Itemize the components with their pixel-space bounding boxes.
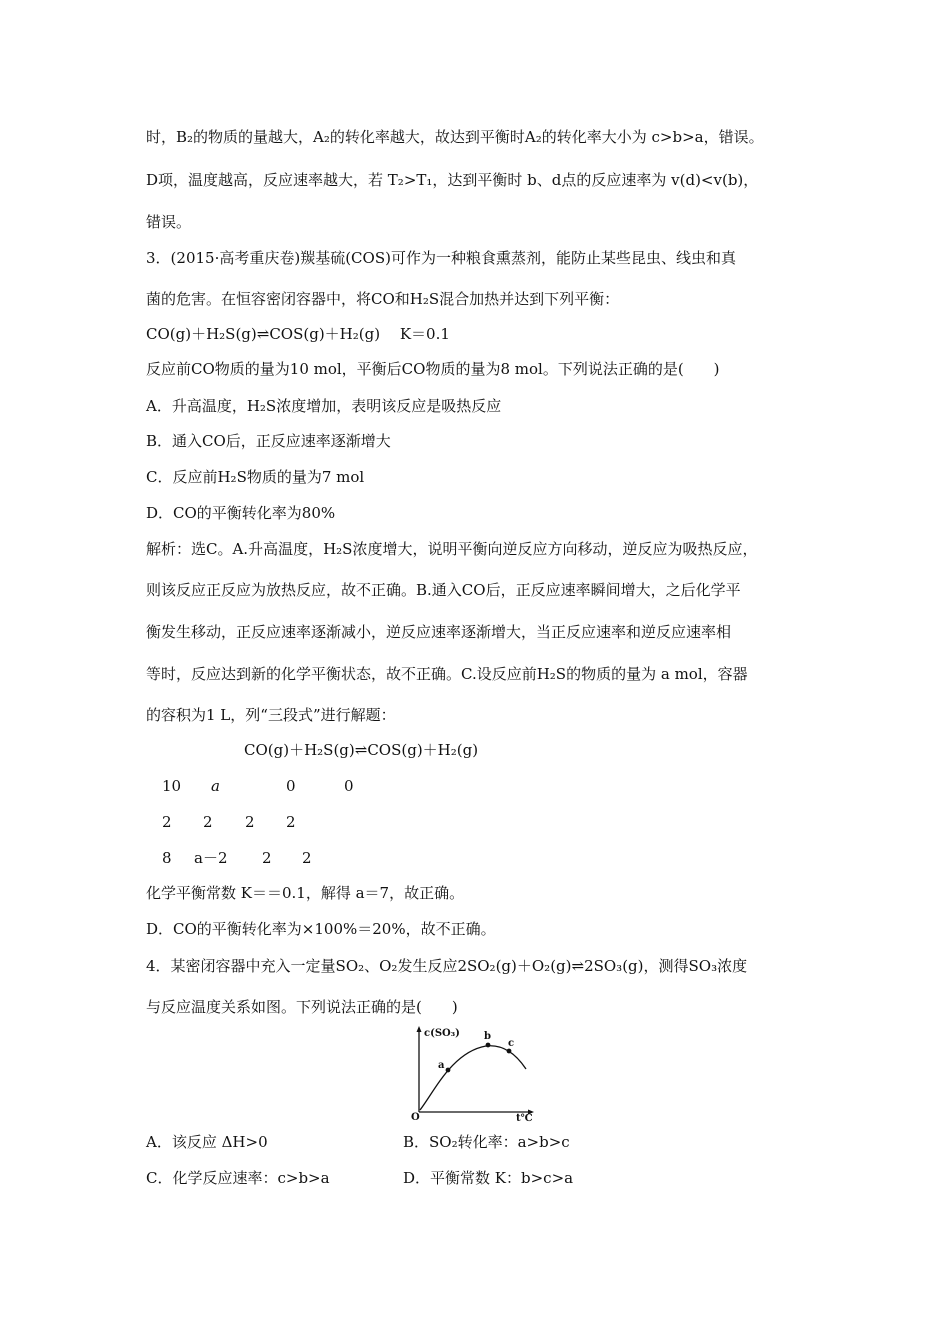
text-line: 与反应温度关系如图。下列说法正确的是( ): [146, 998, 458, 1016]
answer-option-a: A．该反应 ΔH>0: [146, 1133, 268, 1151]
analysis-line: 则该反应正反应为放热反应，故不正确。B.通入CO后，正反应速率瞬间增大，之后化学平: [146, 581, 741, 599]
figure-svg: [408, 1022, 538, 1122]
three-stage-equation: CO(g)＋H₂S(g)⇌COS(g)＋H₂(g): [244, 741, 479, 759]
question-4-stem: 4．某密闭容器中充入一定量SO₂、O₂发生反应2SO₂(g)＋O₂(g)⇌2SO₃(g)，测得SO₃浓度: [146, 957, 748, 975]
point-a-label: a: [438, 1060, 445, 1071]
concentration-temperature-figure: [408, 1022, 538, 1122]
y-axis-arrow: [417, 1026, 422, 1032]
text-line: D．CO的平衡转化率为×100%＝20%，故不正确。: [146, 920, 496, 938]
text-line: D项，温度越高，反应速率越大，若 T₂>T₁，达到平衡时 b、d点的反应速率为 v(d)<v(b)，: [146, 171, 759, 189]
analysis-line: 衡发生移动，正反应速率逐渐减小，逆反应速率逐渐增大，当正反应速率和逆反应速率相: [146, 623, 732, 641]
option-b: B．通入CO后，正反应速率逐渐增大: [146, 432, 391, 450]
analysis-line: 等时，反应达到新的化学平衡状态，故不正确。C.设反应前H₂S的物质的量为 a mol，容器: [146, 665, 748, 683]
point-b-label: b: [484, 1031, 491, 1042]
option-d: D．CO的平衡转化率为80%: [146, 504, 336, 522]
text-line: 反应前CO物质的量为10 mol，平衡后CO物质的量为8 mol。下列说法正确的是( ): [146, 360, 720, 378]
answer-option-b: B．SO₂转化率：a>b>c: [403, 1133, 570, 1151]
table-cell: 8: [162, 849, 172, 867]
analysis-line: 解析：选C。A.升高温度，H₂S浓度增大，说明平衡向逆反应方向移动，逆反应为吸热反应，: [146, 540, 758, 558]
text-line: 时，B₂的物质的量越大，A₂的转化率越大，故达到平衡时A₂的转化率大小为 c>b>a，错误。: [146, 128, 764, 146]
answer-option-c: C．化学反应速率：c>b>a: [146, 1169, 330, 1187]
table-cell: 2: [262, 849, 272, 867]
question-3-stem: 3．(2015·高考重庆卷)羰基硫(COS)可作为一种粮食熏蒸剂，能防止某些昆虫、线虫和真: [146, 249, 736, 267]
text-line: 错误。: [146, 213, 192, 231]
point-c: [507, 1049, 512, 1054]
analysis-line: 的容积为1 L，列“三段式”进行解题：: [146, 706, 396, 724]
text-line: 菌的危害。在恒容密闭容器中，将CO和H₂S混合加热并达到下列平衡：: [146, 290, 620, 308]
answer-option-d: D．平衡常数 K：b>c>a: [403, 1169, 574, 1187]
table-cell: 2: [302, 849, 312, 867]
y-axis-label: c(SO₃): [424, 1028, 460, 1039]
text-line: 化学平衡常数 K＝＝0.1，解得 a＝7，故正确。: [146, 884, 465, 902]
option-c: C．反应前H₂S物质的量为7 mol: [146, 468, 365, 486]
table-cell: 2: [286, 813, 296, 831]
option-a: A．升高温度，H₂S浓度增加，表明该反应是吸热反应: [146, 397, 502, 415]
table-cell: 2: [203, 813, 213, 831]
point-b: [486, 1043, 491, 1048]
table-cell: 0: [344, 777, 354, 795]
table-cell: a－2: [194, 849, 228, 867]
table-cell: a: [211, 777, 220, 795]
table-cell: 2: [162, 813, 172, 831]
point-a: [446, 1068, 451, 1073]
point-c-label: c: [508, 1038, 515, 1049]
table-cell: 2: [245, 813, 255, 831]
origin-label: O: [411, 1112, 420, 1123]
table-cell: 0: [286, 777, 296, 795]
equation: CO(g)＋H₂S(g)⇌COS(g)＋H₂(g) K＝0.1: [146, 325, 450, 343]
curve: [420, 1046, 526, 1110]
x-axis-label: t℃: [516, 1113, 533, 1124]
table-cell: 10: [162, 777, 182, 795]
